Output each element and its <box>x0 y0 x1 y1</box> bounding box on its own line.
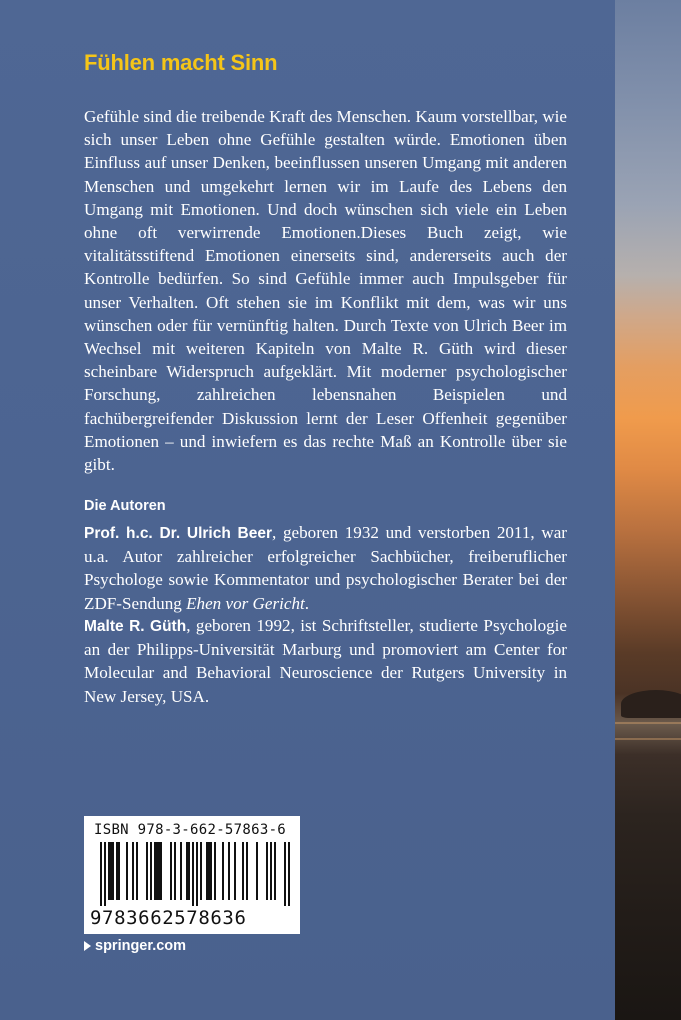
barcode-bar <box>150 842 152 900</box>
barcode-guard-bar <box>288 842 290 906</box>
author-bio-end: . <box>304 593 310 613</box>
barcode-bar <box>126 842 128 900</box>
barcode-guard-bar <box>100 842 102 906</box>
author-bio-text: , geboren 1932 und verstorben 2011, war u.a. Autor zahlreicher erfolgreicher Sachbücher, freiberuflicher Psychologe sowie Kommentator und psychologischer Berater bei der ZDF-Sendung <box>84 523 567 613</box>
barcode-bar <box>118 842 120 900</box>
author-name: Malte R. Güth <box>84 618 187 635</box>
rock-silhouette <box>621 690 681 718</box>
barcode-bar <box>146 842 148 900</box>
barcode-bar <box>112 842 114 900</box>
barcode-bar <box>136 842 138 900</box>
sea-reflection <box>615 738 681 740</box>
barcode-bar <box>266 842 268 900</box>
barcode-bar <box>270 842 272 900</box>
barcode-bar <box>210 842 212 900</box>
isbn-barcode <box>84 816 300 934</box>
barcode-bar <box>110 842 112 900</box>
author-bio-beer <box>84 521 567 615</box>
barcode-bar <box>174 842 176 900</box>
barcode-bar <box>170 842 172 900</box>
barcode-bar <box>116 842 118 900</box>
sea-reflection <box>615 722 681 724</box>
barcode-bar <box>206 842 208 900</box>
barcode-bar <box>108 842 110 900</box>
isbn-label: ISBN 978-3-662-57863-6 <box>94 822 287 838</box>
barcode-bar <box>208 842 210 900</box>
springer-website-link[interactable] <box>84 938 186 954</box>
barcode-bar <box>228 842 230 900</box>
barcode-bar <box>132 842 134 900</box>
author-bio-gueth <box>84 614 567 708</box>
barcode-bar <box>158 842 160 900</box>
author-bio-text: , geboren 1992, ist Schriftsteller, studierte Psychologie an der Philipps-Universität Marburg und promoviert am Center for Molecular and Behavioral Neuroscience der Rutgers University in New Jersey, USA. <box>84 616 568 706</box>
barcode-guard-bar <box>196 842 198 906</box>
website-label: springer.com <box>95 938 187 954</box>
author-name: Prof. h.c. Dr. Ulrich Beer <box>84 525 273 542</box>
barcode-bar <box>200 842 202 900</box>
barcode-guard-bar <box>284 842 286 906</box>
barcode-bars <box>90 842 294 906</box>
barcode-bar <box>160 842 162 900</box>
barcode-bar <box>188 842 190 900</box>
book-title: Fühlen macht Sinn <box>84 50 278 75</box>
barcode-guard-bar <box>104 842 106 906</box>
barcode-bar <box>180 842 182 900</box>
barcode-bar <box>274 842 276 900</box>
tv-show-title: Ehen vor Gericht <box>186 593 305 613</box>
sunset-photo-strip <box>615 0 681 1020</box>
barcode-bar <box>186 842 188 900</box>
barcode-digits: 9783662578636 <box>90 907 247 929</box>
barcode-bar <box>214 842 216 900</box>
authors-heading: Die Autoren <box>84 498 166 514</box>
barcode-bar <box>256 842 258 900</box>
barcode-bar <box>242 842 244 900</box>
barcode-guard-bar <box>192 842 194 906</box>
arrow-right-icon <box>84 941 91 951</box>
barcode-bar <box>154 842 156 900</box>
barcode-bar <box>222 842 224 900</box>
barcode-bar <box>156 842 158 900</box>
barcode-bar <box>246 842 248 900</box>
book-description: Gefühle sind die treibende Kraft des Menschen. Kaum vorstellbar, wie sich unser Leben ohne Gefühle gestalten würde. Emotionen üben Einfluss auf unser Denken, beeinflussen unseren Umgang mit anderen Menschen und umgekehrt lernen wir im Laufe des Lebens den Umgang mit Emotionen. Und doch wünschen sich viele ein Leben ohne oft verwirrende Emotionen.Dieses Buch zeigt, wie vitalitätsstiftend Emotionen einerseits sind, andererseits auch der Kontrolle bedürfen. So sind Gefühle immer auch Impulsgeber für unser Verhalten. Oft stehen sie im Konflikt mit dem, was wir uns wünschen oder für vernünftig halten. Durch Texte von Ulrich Beer im Wechsel mit weiteren Kapiteln von Malte R. Güth wird dieser scheinbare Widerspruch aufgeklärt. Mit moderner psychologischer Forschung, zahlreichen lebensnahen Beispielen und fachübergreifender Diskussion lernt der Leser Offenheit gegenüber Emotionen – und inwiefern es das rechte Maß an Kontrolle über sie gibt. <box>84 107 568 475</box>
barcode-bar <box>234 842 236 900</box>
